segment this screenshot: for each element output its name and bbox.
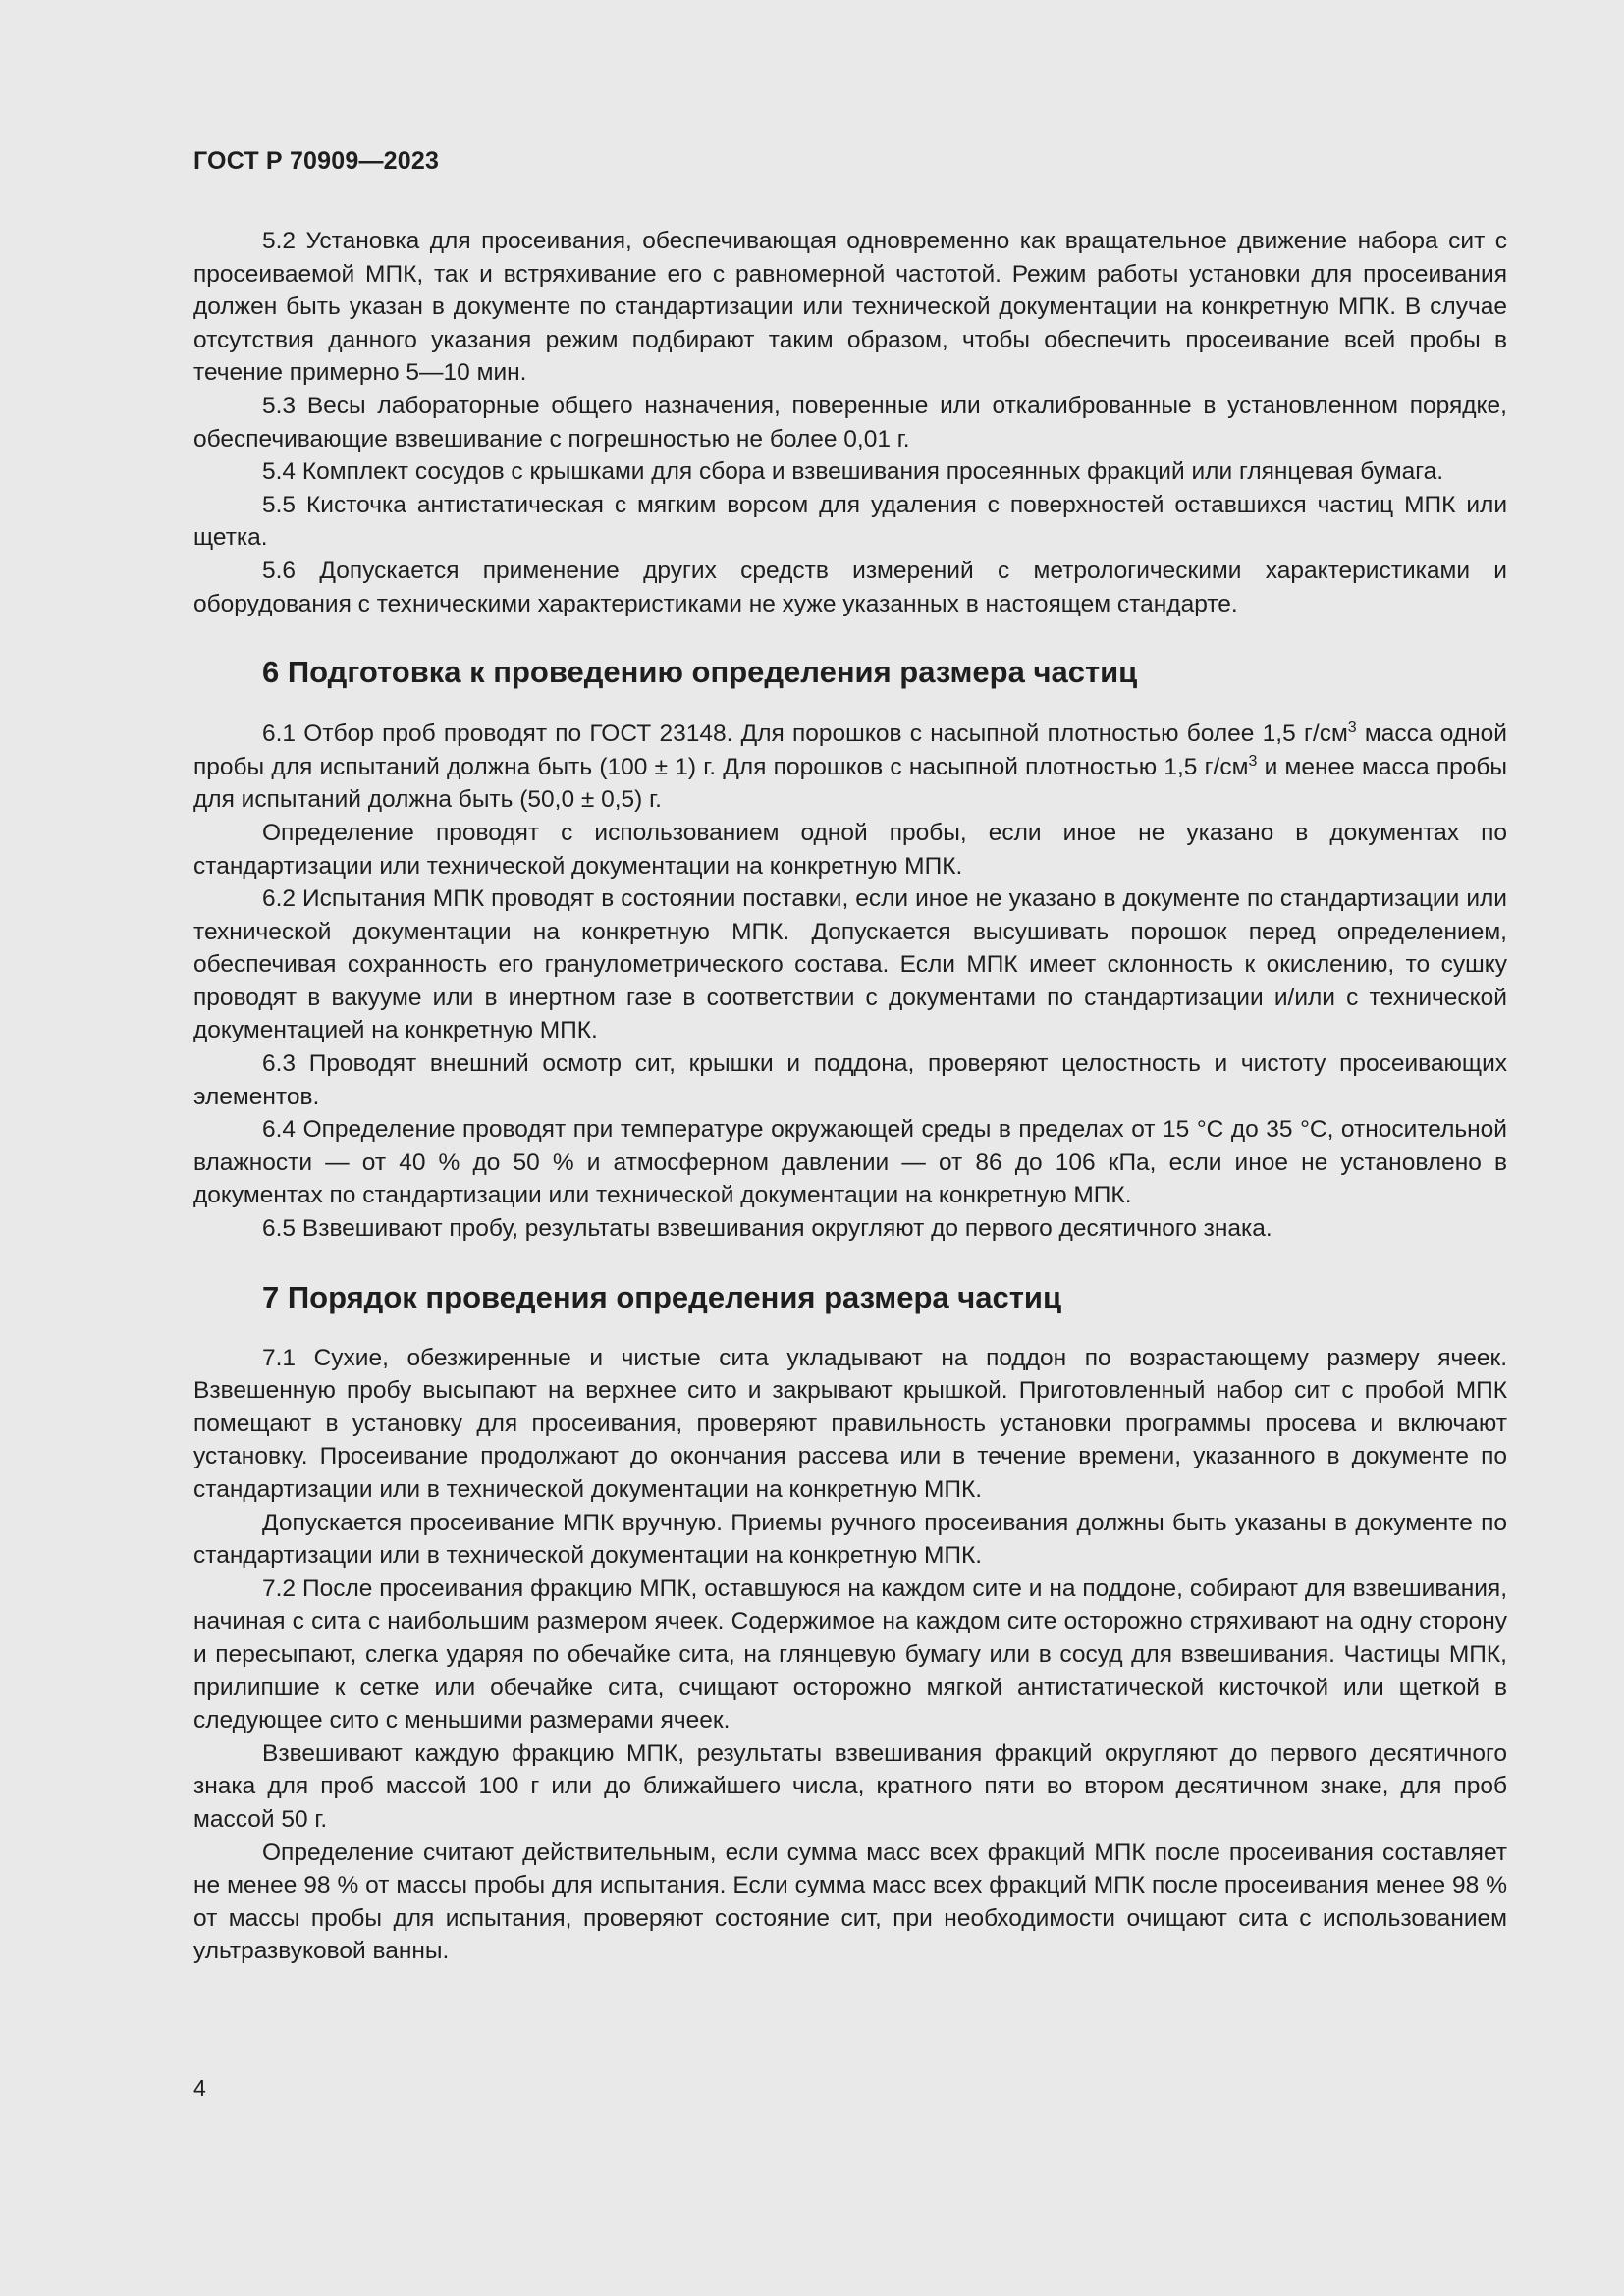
paragraph-5-5: 5.5 Кисточка антистатическая с мягким ворсом для удаления с поверхностей оставшихся частиц МПК или щетка. (193, 491, 1507, 552)
paragraph-7-2: 7.2 После просеивания фракцию МПК, оставшуюся на каждом сите и на поддоне, собирают для взвешивания, начиная с сита с наибольшим размером ячеек. Содержимое на каждом сите осторожно стряхивают на одну сторону и пересыпают, слегка ударяя по обечайке сита, на глянцевую бумагу или в сосуд для взвешивания. Частицы МПК, прилипшие к сетке или обечайке сита, счищают осторожно мягкой антистатической кисточкой или щеткой в следующее сито с меньшими размерами ячеек. (193, 1575, 1507, 1735)
paragraph-7-1: 7.1 Сухие, обезжиренные и чистые сита укладывают на поддон по возрастающему размеру ячеек. Взвешенную пробу высыпают на верхнее сито и закрывают крышкой. Приготовленный набор сит с пробой МПК помещают в установку для просеивания, проверяют правильность установки программы просева и включают установку. Просеивание продолжают до окончания рассева или в течение времени, указанного в документе по стандартизации или в технической документации на конкретную МПК. (193, 1344, 1507, 1503)
paragraph-6-5: 6.5 Взвешивают пробу, результаты взвешивания округляют до первого десятичного знака. (262, 1215, 1272, 1243)
paragraph-6-1-part2: масса одной пробы для испытаний должна быть (100 ± 1) г. Для порошков с насыпной плотностью 1,5 г/см (193, 721, 1507, 780)
section-6-heading: 6 Подготовка к проведению определения размера частиц (262, 655, 1138, 690)
section-7-heading: 7 Порядок проведения определения размера частиц (262, 1279, 1062, 1314)
document-header-id: ГОСТ Р 70909—2023 (193, 147, 440, 175)
superscript-cubed: 3 (1347, 719, 1357, 736)
page-number: 4 (193, 2075, 206, 2101)
paragraph-5-3: 5.3 Весы лабораторные общего назначения, поверенные или откалиброванные в установленном порядке, обеспечивающие взвешивание с погрешностью не более 0,01 г. (193, 392, 1507, 453)
paragraph-6-1 (193, 718, 1507, 817)
paragraph-7-1-continued: Допускается просеивание МПК вручную. Приемы ручного просеивания должны быть указаны в документе по стандартизации или в технической документации на конкретную МПК. (193, 1509, 1507, 1570)
paragraph-6-1-continued: Определение проводят с использованием одной пробы, если иное не указано в документах по стандартизации или технической документации на конкретную МПК. (193, 819, 1507, 880)
paragraph-6-3: 6.3 Проводят внешний осмотр сит, крышки и поддона, проверяют целостность и чистоту просеивающих элементов. (193, 1050, 1507, 1110)
paragraph-7-2-continued: Взвешивают каждую фракцию МПК, результаты взвешивания фракций округляют до первого десятичного знака для проб массой 100 г или до ближайшего числа, кратного пяти во втором десятичном знаке, для проб массой 50 г. (193, 1739, 1507, 1833)
paragraph-6-1-part1: 6.1 Отбор проб проводят по ГОСТ 23148. Для порошков с насыпной плотностью более 1,5 г/см (262, 721, 1348, 748)
paragraph-5-6: 5.6 Допускается применение других средств измерений с метрологическими характеристиками и оборудования с техническими характеристиками не хуже указанных в настоящем стандарте. (193, 557, 1507, 617)
paragraph-7-2-validity: Определение считают действительным, если сумма масс всех фракций МПК после просеивания составляет не менее 98 % от массы пробы для испытания. Если сумма масс всех фракций МПК после просеивания менее 98 % от массы пробы для испытания, проверяют состояние сит, при необходимости очищают сита с использованием ультразвуковой ванны. (193, 1839, 1507, 1965)
document-body (193, 225, 1507, 1968)
paragraph-6-2: 6.2 Испытания МПК проводят в состоянии поставки, если иное не указано в документе по стандартизации или технической документации на конкретную МПК. Допускается высушивать порошок перед определением, обеспечивая сохранность его гранулометрического состава. Если МПК имеет склонность к окислению, то сушку проводят в вакууме или в инертном газе в соответствии с документами по стандартизации и/или с технической документацией на конкретную МПК. (193, 885, 1507, 1044)
paragraph-6-4: 6.4 Определение проводят при температуре окружающей среды в пределах от 15 °С до 35 °С, относительной влажности — от 40 % до 50 % и атмосферном давлении — от 86 до 106 кПа, если иное не установлено в документах по стандартизации или технической документации на конкретную МПК. (193, 1116, 1507, 1209)
paragraph-6-1-part3: и менее масса пробы для испытаний должна быть (50,0 ± 0,5) г. (193, 753, 1508, 814)
paragraph-5-2: 5.2 Установка для просеивания, обеспечивающая одновременно как вращательное движение набора сит с просеиваемой МПК, так и встряхивание его с равномерной частотой. Режим работы установки для просеивания должен быть указан в документе по стандартизации или технической документации на конкретную МПК. В случае отсутствия данного указания режим подбирают таким образом, чтобы обеспечить просеивание всей пробы в течение примерно 5—10 мин. (193, 228, 1507, 387)
paragraph-5-4: 5.4 Комплект сосудов с крышками для сбора и взвешивания просеянных фракций или глянцевая бумага. (262, 458, 1444, 486)
superscript-cubed: 3 (1248, 752, 1258, 770)
